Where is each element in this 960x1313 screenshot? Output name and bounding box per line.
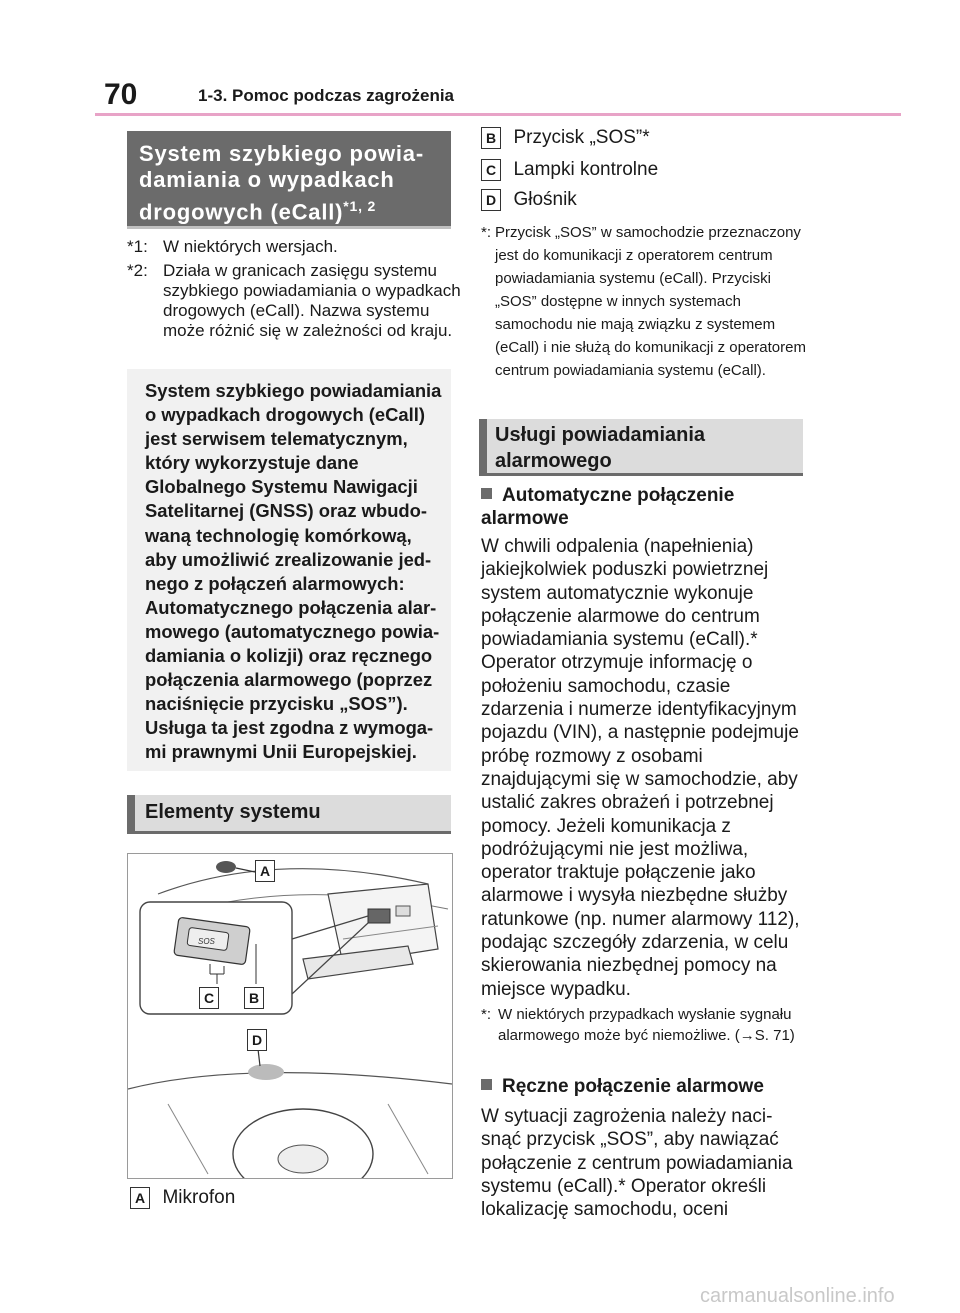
legend-tag: A	[130, 1187, 150, 1209]
footnote-1	[127, 237, 457, 257]
legend-item-c	[481, 159, 658, 181]
auto-call-note	[481, 1004, 801, 1044]
bullet-square-icon	[481, 1079, 492, 1090]
legend-tag: D	[481, 189, 501, 211]
legend-label: Głośnik	[513, 189, 577, 210]
diagram-label-b: B	[244, 987, 264, 1009]
diagram-illustration	[128, 854, 452, 1178]
footnote-text: Przycisk „SOS” w samochodzie przeznaczony jest do komunikacji z operatorem centrum powiadamiania systemu (eCall). Przyciski „SOS” dostępne w innych systemach samochodu nie mają związku z systemem (eCall) i nie służą do komunikacji z operatorem centrum powiadamiania systemu (eCall).	[495, 224, 806, 379]
microphone-shape	[216, 861, 236, 873]
sos-label: SOS	[198, 937, 215, 946]
elements-heading: Elementy systemu	[145, 801, 321, 823]
speaker-shape	[248, 1064, 284, 1080]
footnote-mark: *2:	[127, 261, 148, 280]
diagram-label-a: A	[255, 860, 275, 882]
system-diagram	[127, 853, 453, 1179]
legend-label: Mikrofon	[162, 1187, 236, 1208]
diagram-label-c: C	[199, 987, 219, 1009]
legend-tag: B	[481, 127, 501, 149]
legend-label: Przycisk „SOS”*	[513, 127, 650, 148]
diagram-label-d: D	[247, 1029, 267, 1051]
sos-button-small	[368, 909, 390, 923]
legend-tag: C	[481, 159, 501, 181]
footnote-text: W niektórych wersjach.	[163, 237, 338, 256]
footnote-mark: *:	[481, 224, 492, 241]
services-heading: Usługi powiadamiania alarmowego	[495, 424, 706, 472]
section-title: 1-3. Pomoc podczas zagrożenia	[198, 86, 455, 105]
intro-text: System szybkiego powiadamiania o wypadkach drogowych (eCall) jest serwisem telematycznym, który wykorzystuje dane Globalnego Systemu Nawigacji Satelitarnej (GNSS) oraz wbudowaną technologię komórkową, aby umożliwić zrealizowanie jednego z połączeń alarmowych: Automatycznego połączenia alarmowego (automatycznego powiadamiania o kolizji) oraz ręcznego połączenia alarmowego (poprzez naciśnięcie przycisku „SOS”). Usługa ta jest zgodna z wymogami prawnymi Unii Europejskiej.	[145, 380, 442, 763]
footnote-text: W niektórych przypadkach wysłanie sygnału alarmowego może być niemożliwe. (→S. 71)	[498, 1006, 795, 1044]
bullet-square-icon	[481, 488, 492, 499]
legend-label: Lampki kontrolne	[513, 159, 659, 180]
footnote-mark: *1:	[127, 237, 148, 256]
hero-title-sup: *1, 2	[343, 198, 377, 214]
manual-call-heading: Ręczne połączenie alarmowe	[481, 1075, 801, 1098]
legend-item-d	[481, 189, 577, 211]
footnote-mark: *:	[481, 1006, 492, 1023]
legend-item-a	[130, 1187, 235, 1209]
footnote-2	[127, 261, 461, 361]
sos-footnote	[481, 221, 811, 379]
footnote-text: Działa w granicach zasięgu systemu szybkiego powiadamiania o wypadkach drogowych (eCall). Nazwa systemu może różnić się w zależności od kraju.	[163, 261, 461, 340]
auto-call-text: W chwili odpalenia (napełnienia) jakiejkolwiek poduszki powietrznej system automatycznie wykonuje połączenie alarmowe do centrum powiadamiania systemu (eCall).* Operator otrzymuje informację o położeniu samochodu, czasie zdarzenia i numerze identyfikacyjnym pojazdu (VIN), a następnie podejmuje próbę rozmowy z osobami znajdującymi się w samochodzie, aby ustalić zakres obrażeń i potrzebnej pomocy. Jeżeli komunikacja z podróżującymi nie jest możliwa, operator traktuje połączenie jako alarmowe i wysyła niezbędne służby ratunkowe (np. numer alarmowy 112), podając szczegóły zdarzenia, w celu skierowania niezbędnej pomocy na miejsce wypadku.	[481, 536, 800, 1000]
manual-call-text: W sytuacji zagrożenia należy nacisnąć przycisk „SOS”, aby nawiązać połączenie z centrum powiadamiania systemu (eCall).* Operator określi lokalizację samochodu, oceni	[481, 1106, 793, 1221]
watermark: carmanualsonline.info	[700, 1285, 895, 1307]
hero-title: System szybkiego powiadamiania o wypadkach drogowych (eCall)$^{*1, 2}$	[139, 141, 424, 225]
header-rule	[95, 113, 901, 116]
legend-item-b	[481, 127, 650, 149]
auto-call-heading: Automatyczne połączenie alarmowe	[481, 485, 735, 529]
page-number: 70	[104, 78, 138, 111]
